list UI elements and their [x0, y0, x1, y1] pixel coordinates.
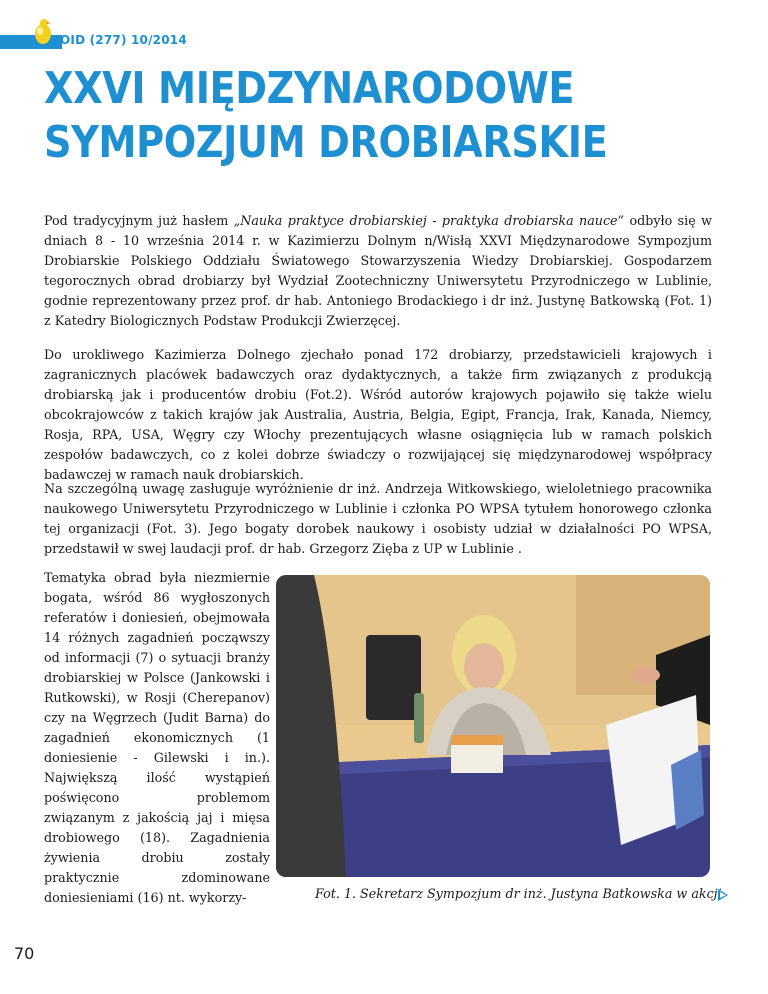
page-number: 70 — [14, 944, 35, 963]
intro-text-start: Pod tradycyjnym już hasłem — [44, 213, 234, 228]
continue-arrow-icon — [718, 889, 728, 901]
title-line-2: SYMPOZJUM DROBIARSKIE — [44, 117, 608, 168]
paragraph-intro — [44, 211, 712, 331]
photo-secretary — [276, 575, 710, 877]
motto-italic: „Nauka praktyce drobiarskiej - praktyka drobiarska nauce” — [233, 213, 625, 228]
paragraph-award: Na szczególną uwagę zasługuje wyróżnienie dr inż. Andrzeja Witkowskiego, wieloletniego pracownika naukowego Uniwersytetu Przyrodniczego w Lublinie i członka PO WPSA tytułem honorowego członka tej organizacji (Fot. 3). Jego bogaty dorobek naukowy i osobisty udział w działalności PO WPSA, przedstawił w swej laudacji prof. dr hab. Grzegorz Zięba z UP w Lublinie . — [44, 481, 712, 556]
paragraph-participants: Do urokliwego Kazimierza Dolnego zjechało ponad 172 drobiarzy, przedstawicieli krajowych i zagranicznych placówek badawczych oraz dydaktycznych, a także firm związanych z produkcją drobiarską jak i producentów drobiu (Fot.2). Wśród autorów krajowych pojawiło się także wielu obcokrajowców z takich krajów jak Australia, Austria, Belgia, Egipt, Francja, Irak, Kanada, Niemcy, Rosja, RPA, USA, Węgry czy Włochy prezentujących własne osiągnięcia lub w ramach polskich zespołów badawczych, co z kolei dobrze świadczy o rozwijającej się międzynarodowej współpracy badawczej w ramach nauk drobiarskich. — [44, 347, 712, 482]
journal-issue-label: OID (277) 10/2014 — [60, 33, 187, 47]
photo-caption: Fot. 1. Sekretarz Sympozjum dr inż. Justyna Batkowska w akcji — [315, 886, 722, 901]
paragraph-topics: Tematyka obrad była niezmiernie bogata, wśród 86 wygłoszonych referatów i doniesień, obejmowała 14 różnych zagadnień począwszy od informacji (7) o sytuacji branży drobiarskiej w Polsce (Jankowski i Rutkowski), w Rosji (Cherepanov) czy na Węgrzech (Judit Barna) do zagadnień ekonomicznych (1 doniesienie - Gilewski i in.). Największą ilość wystąpień poświęcono problemom związanym z jakością jaj i mięsa drobiowego (18). Zagadnienia żywienia drobiu zostały praktycznie zdominowane doniesieniami (16) nt. wykorzy- — [44, 570, 270, 905]
intro-text-rest: odbyło się w dniach 8 - 10 września 2014 r. w Kazimierzu Dolnym n/Wisłą XXVI Międzynarodowe Sympozjum Drobiarskie Polskiego Oddziału Światowego Stowarzyszenia Wiedzy Drobiarskiej. Gospodarzem tegorocznych obrad drobiarzy był Wydział Zootechniczny Uniwersytetu Przyrodniczego w Lublinie, godnie reprezentowany przez prof. dr hab. Antoniego Brodackiego i dr inż. Justynę Batkowską (Fot. 1) z Katedry Biologicznych Podstaw Produkcji Zwierzęcej. — [44, 213, 712, 328]
journal-logo-icon — [28, 18, 58, 52]
title-line-1: XXVI MIĘDZYNARODOWE — [44, 63, 575, 114]
article-title — [44, 62, 607, 170]
